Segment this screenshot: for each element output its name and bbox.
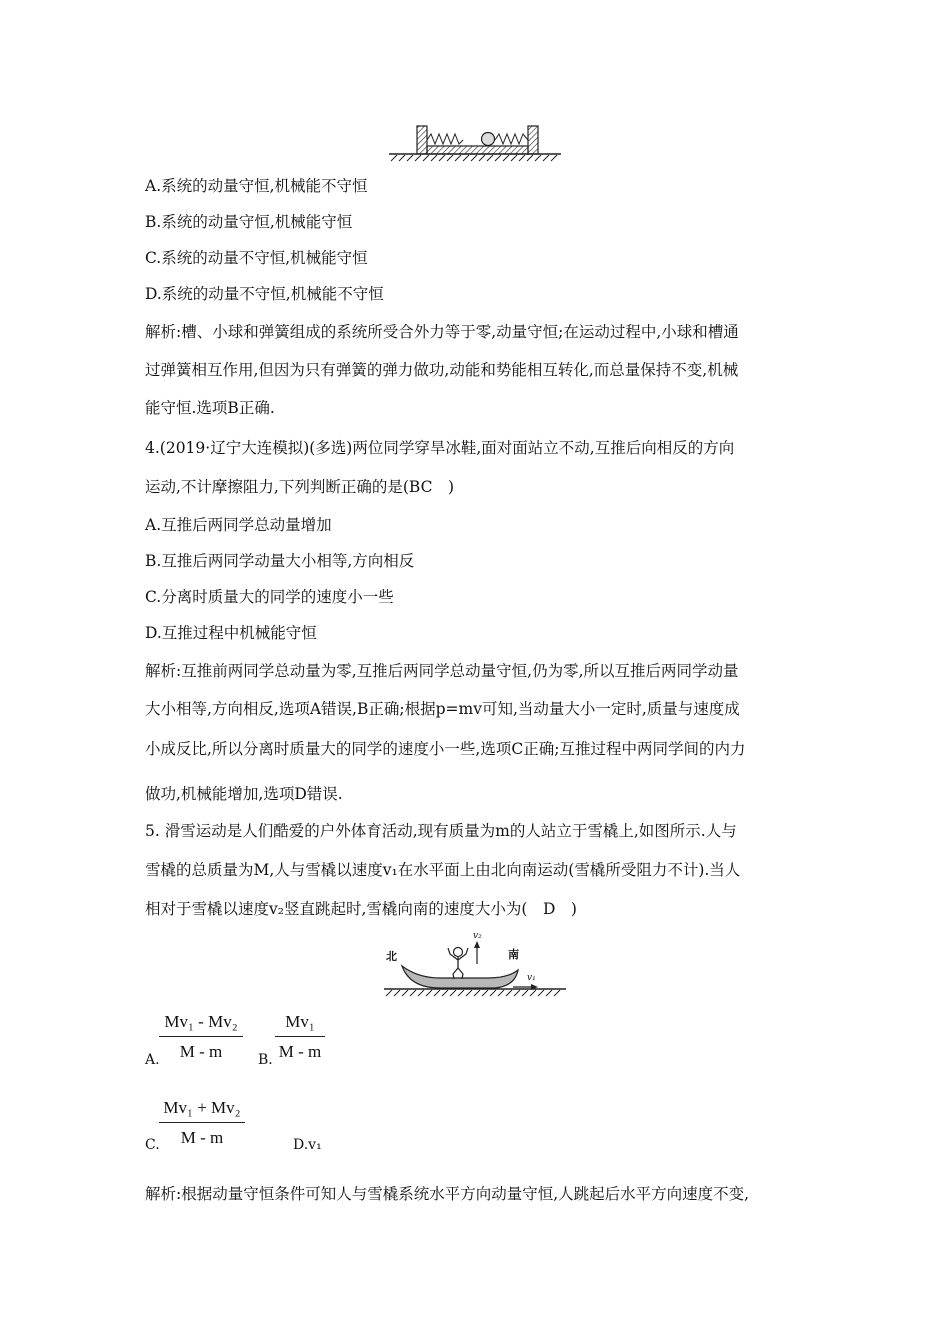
q4-option-c: C.分离时质量大的同学的速度小一些 — [145, 588, 394, 606]
trough-spring-ball-figure — [385, 120, 565, 162]
q5-option-b-numerator: Mv₁ — [275, 1012, 325, 1037]
q4-option-a: A.互推后两同学总动量增加 — [145, 516, 332, 534]
v2-label: v₂ — [473, 931, 482, 941]
q5-option-c-denominator: M - m — [180, 1128, 224, 1147]
q3-option-a: A.系统的动量守恒,机械能不守恒 — [145, 177, 368, 195]
q5-option-c-label: C. — [145, 1137, 160, 1153]
q4-option-b: B.互推后两同学动量大小相等,方向相反 — [145, 552, 415, 570]
south-label: 南 — [508, 948, 519, 961]
q5-option-b-label: B. — [258, 1052, 273, 1068]
q3-analysis-line-2: 过弹簧相互作用,但因为只有弹簧的弹力做功,动能和势能相互转化,而总量保持不变,机械 — [145, 361, 739, 379]
q5-stem-line-2: 雪橇的总质量为M,人与雪橇以速度v₁在水平面上由北向南运动(雪橇所受阻力不计).当人 — [145, 861, 741, 879]
q5-option-c-fraction — [159, 1098, 245, 1148]
q3-analysis-line-1: 解析:槽、小球和弹簧组成的系统所受合外力等于零,动量守恒;在运动过程中,小球和槽通 — [145, 323, 739, 341]
q5-stem-line-3: 相对于雪橇以速度v₂竖直跳起时,雪橇向南的速度大小为( D ) — [145, 900, 577, 918]
q4-analysis-line-1: 解析:互推前两同学总动量为零,互推后两同学总动量守恒,仍为零,所以互推后两同学动量 — [145, 662, 739, 680]
q4-stem-line-1: 4.(2019·辽宁大连模拟)(多选)两位同学穿旱冰鞋,面对面站立不动,互推后向相反的方向 — [145, 439, 735, 457]
q5-option-a-label: A. — [145, 1052, 160, 1068]
q3-analysis-line-3: 能守恒.选项B正确. — [145, 399, 275, 417]
q4-option-d: D.互推过程中机械能守恒 — [145, 624, 317, 642]
q5-stem-line-1: 5. 滑雪运动是人们酷爱的户外体育活动,现有质量为m的人站立于雪橇上,如图所示.人与 — [145, 822, 737, 840]
q5-option-a-fraction — [159, 1012, 243, 1062]
q5-option-b-denominator: M - m — [278, 1042, 322, 1061]
q4-analysis-line-3: 小成反比,所以分离时质量大的同学的速度小一些,选项C正确;互推过程中两同学间的内力 — [145, 740, 746, 758]
q5-analysis-line-1: 解析:根据动量守恒条件可知人与雪橇系统水平方向动量守恒,人跳起后水平方向速度不变, — [145, 1185, 750, 1203]
q5-option-b-fraction — [275, 1012, 325, 1062]
q4-analysis-line-4: 做功,机械能增加,选项D错误. — [145, 785, 343, 803]
q4-stem-line-2: 运动,不计摩擦阻力,下列判断正确的是(BC ) — [145, 478, 454, 496]
q4-analysis-line-2: 大小相等,方向相反,选项A错误,B正确;根据p=mv可知,当动量大小一定时,质量与速度成 — [145, 700, 740, 718]
north-label: 北 — [386, 950, 397, 963]
q5-option-a-denominator: M - m — [179, 1042, 223, 1061]
q3-option-c: C.系统的动量不守恒,机械能守恒 — [145, 249, 368, 267]
q5-option-d: D.v₁ — [293, 1137, 322, 1153]
v1-label: v₁ — [527, 973, 536, 983]
q3-option-d: D.系统的动量不守恒,机械能不守恒 — [145, 285, 384, 303]
q5-option-c-numerator: Mv₁ + Mv₂ — [159, 1098, 245, 1123]
q5-option-a-numerator: Mv₁ - Mv₂ — [159, 1012, 243, 1037]
sled-figure — [380, 928, 570, 998]
q3-option-b: B.系统的动量守恒,机械能守恒 — [145, 213, 353, 231]
